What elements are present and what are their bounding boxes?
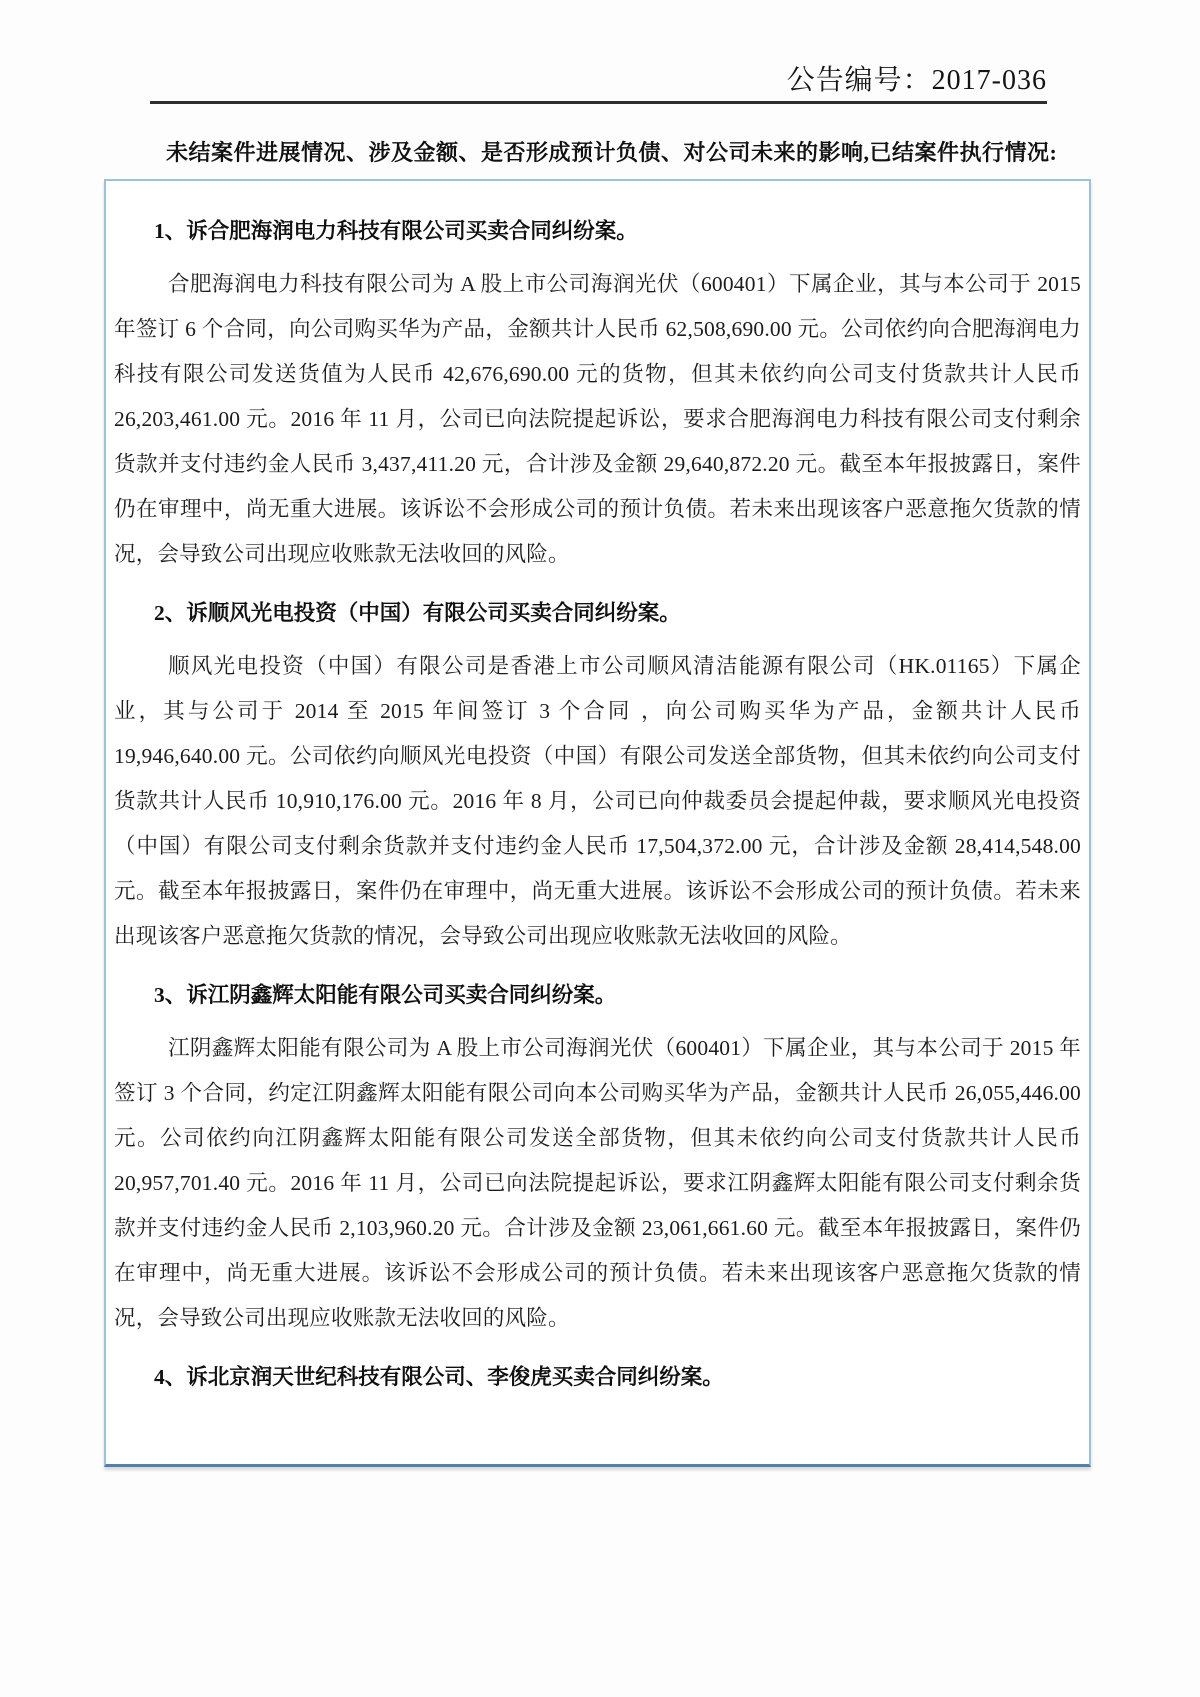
case-section-1 xyxy=(114,209,1081,577)
case-section-3 xyxy=(114,973,1081,1341)
case-body: 江阴鑫辉太阳能有限公司为 A 股上市公司海润光伏（600401）下属企业，其与本公司于 2015 年签订 3 个合同，约定江阴鑫辉太阳能有限公司向本公司购买华为产品，金额共计人民币 26,055,446.00 元。公司依约向江阴鑫辉太阳能有限公司发送全部货物，但其未依约向公司支付货款共计人民币 20,957,701.40 元。2016 年 11 月，公司已向法院提起诉讼，要求江阴鑫辉太阳能有限公司支付剩余货款并支付违约金人民币 2,103,960.20 元。合计涉及金额 23,061,661.60 元。截至本年报披露日，案件仍在审理中，尚无重大进展。该诉讼不会形成公司的预计负债。若未来出现该客户恶意拖欠货款的情况，会导致公司出现应收账款无法收回的风险。 xyxy=(114,1036,1081,1330)
case-title: 1、诉合肥海润电力科技有限公司买卖合同纠纷案。 xyxy=(154,219,638,243)
case-section-4 xyxy=(114,1355,1081,1400)
doc-number: 公告编号：2017-036 xyxy=(786,65,1047,96)
case-title: 3、诉江阴鑫辉太阳能有限公司买卖合同纠纷案。 xyxy=(154,983,617,1007)
header-rule xyxy=(150,101,1047,104)
case-title: 2、诉顺风光电投资（中国）有限公司买卖合同纠纷案。 xyxy=(154,601,681,625)
case-section-2 xyxy=(114,591,1081,959)
case-title: 4、诉北京润天世纪科技有限公司、李俊虎买卖合同纠纷案。 xyxy=(154,1365,724,1389)
case-body: 合肥海润电力科技有限公司为 A 股上市公司海润光伏（600401）下属企业，其与本公司于 2015 年签订 6 个合同，向公司购买华为产品，金额共计人民币 62,508,690.00 元。公司依约向合肥海润电力科技有限公司发送货值为人民币 42,676,690.00 元的货物，但其未依约向公司支付货款共计人民币 26,203,461.00 元。2016 年 11 月，公司已向法院提起诉讼，要求合肥海润电力科技有限公司支付剩余货款并支付违约金人民币 3,437,411.20 元，合计涉及金额 29,640,872.20 元。截至本年报披露日，案件仍在审理中，尚无重大进展。该诉讼不会形成公司的预计负债。若未来出现该客户恶意拖欠货款的情况，会导致公司出现应收账款无法收回的风险。 xyxy=(114,272,1081,566)
cases-panel xyxy=(104,179,1091,1467)
intro-heading: 未结案件进展情况、涉及金额、是否形成预计负债、对公司未来的影响,已结案件执行情况: xyxy=(166,140,1058,165)
case-body: 顺风光电投资（中国）有限公司是香港上市公司顺风清洁能源有限公司（HK.01165）下属企业，其与公司于 2014 至 2015 年间签订 3 个合同 ，向公司购买华为产品，金额共计人民币 19,946,640.00 元。公司依约向顺风光电投资（中国）有限公司发送全部货物，但其未依约向公司支付货款共计人民币 10,910,176.00 元。2016 年 8 月，公司已向仲裁委员会提起仲裁，要求顺风光电投资（中国）有限公司支付剩余货款并支付违约金人民币 17,504,372.00 元，合计涉及金额 28,414,548.00 元。截至本年报披露日，案件仍在审理中，尚无重大进展。该诉讼不会形成公司的预计负债。若未来出现该客户恶意拖欠货款的情况，会导致公司出现应收账款无法收回的风险。 xyxy=(114,654,1081,948)
